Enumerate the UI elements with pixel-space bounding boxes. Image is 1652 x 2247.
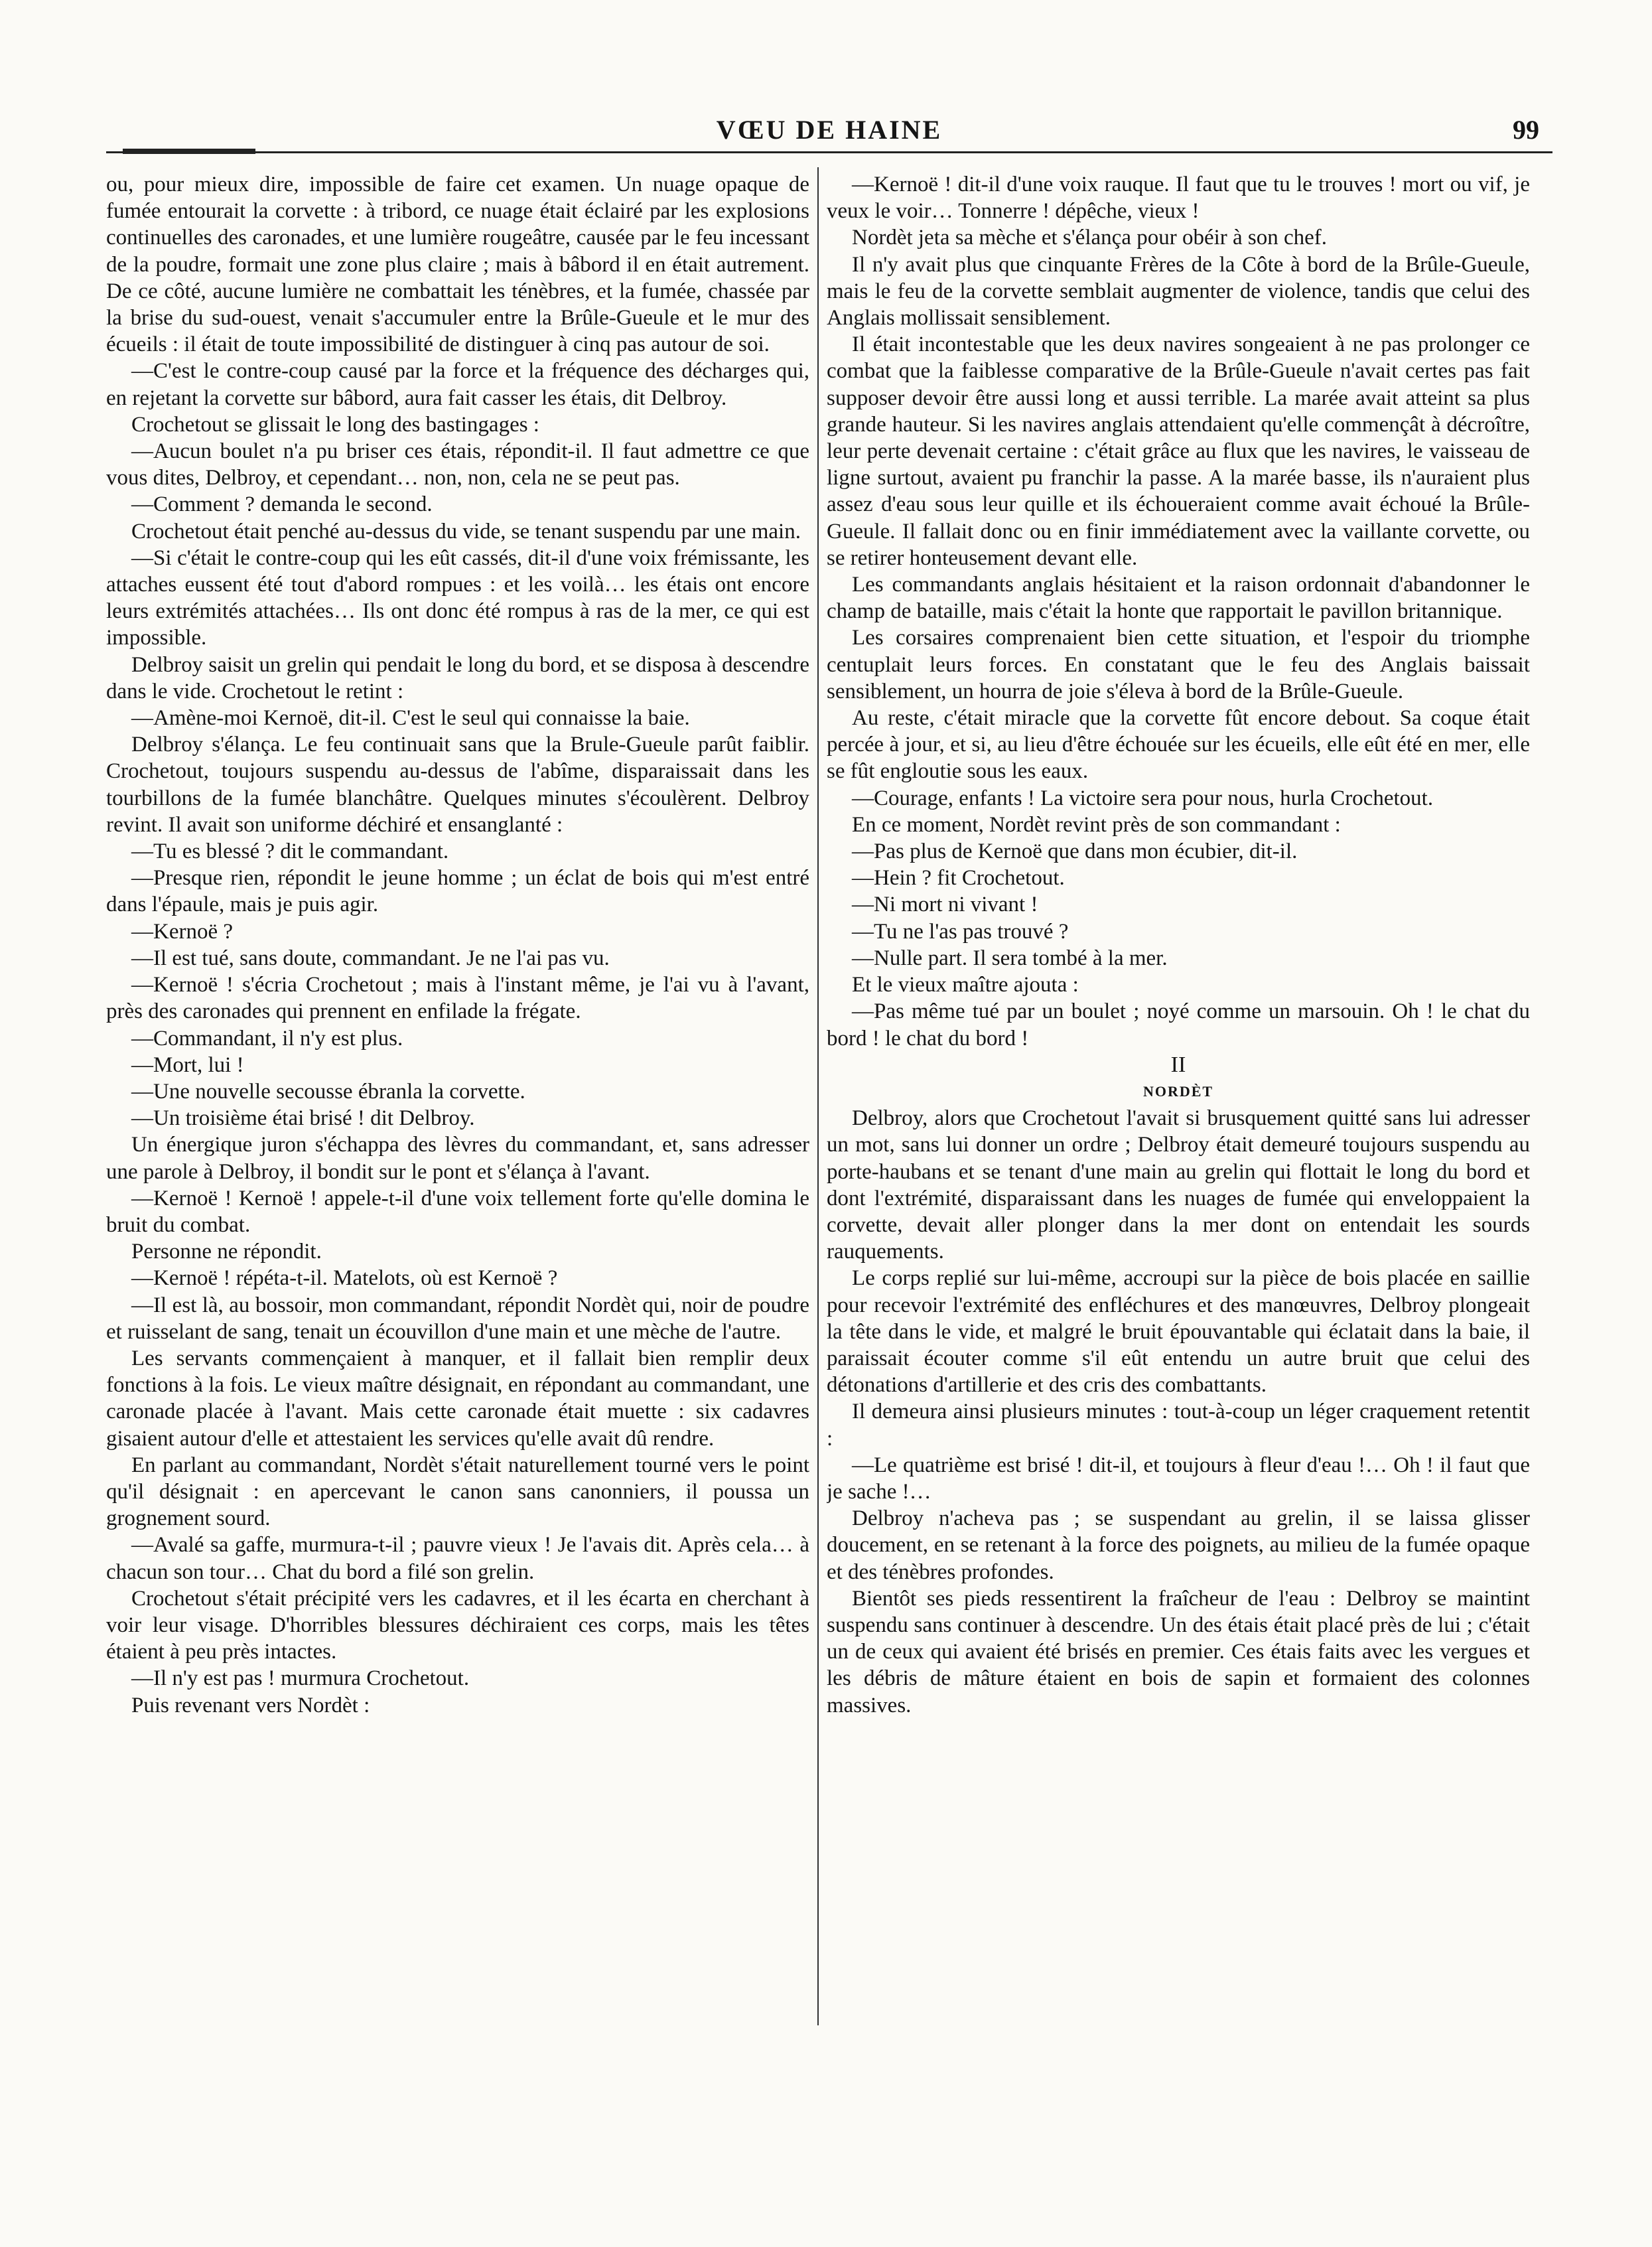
- paragraph: —Nulle part. Il sera tombé à la mer.: [852, 946, 1168, 970]
- paragraph: —Une nouvelle secousse ébranla la corvette.: [131, 1079, 525, 1104]
- paragraph: —C'est le contre-coup causé par la force et la fréquence des décharges qui, en rejetant la corvette sur bâbord, aura fait casser les étais, dit Delbroy.: [106, 359, 809, 410]
- paragraph: Delbroy saisit un grelin qui pendait le long du bord, et se disposa à descendre dans le vide. Crochetout le retint :: [106, 652, 809, 703]
- right-column-part-a: [827, 171, 1530, 1052]
- running-title: VŒU DE HAINE: [716, 115, 943, 145]
- paragraph: Crochetout s'était précipité vers les cadavres, et il les écarta en cherchant à voir leur visage. D'horribles blessures déchiraient ces corps, mais les têtes étaient à peu près intactes.: [106, 1586, 809, 1664]
- paragraph: —Kernoë ! Kernoë ! appele-t-il d'une voix tellement forte qu'elle domina le bruit du combat.: [106, 1186, 809, 1237]
- paragraph: En ce moment, Nordèt revint près de son commandant :: [852, 812, 1341, 837]
- paragraph: —Mort, lui !: [131, 1052, 244, 1077]
- paragraph: —Ni mort ni vivant !: [852, 893, 1038, 917]
- paragraph: —Il est tué, sans doute, commandant. Je ne l'ai pas vu.: [131, 946, 610, 970]
- paragraph: —Commandant, il n'y est plus.: [131, 1026, 403, 1051]
- paragraph: Puis revenant vers Nordèt :: [131, 1693, 370, 1717]
- section-number: II: [1170, 1052, 1186, 1077]
- column-separator: [817, 167, 819, 2025]
- paragraph: Les commandants anglais hésitaient et la raison ordonnait d'abandonner le champ de bataille, mais c'était la honte que rapportait le pavillon britannique.: [827, 573, 1530, 624]
- paragraph: En parlant au commandant, Nordèt s'était naturellement tourné vers le point qu'il désignait : en apercevant le canon sans canonniers, il poussa un grognement sourd.: [106, 1453, 809, 1531]
- paragraph: —Kernoë ! s'écria Crochetout ; mais à l'instant même, je l'ai vu à l'avant, près des caronades qui prennent en enfilade la frégate.: [106, 973, 809, 1024]
- paragraph: Crochetout était penché au-dessus du vide, se tenant suspendu par une main.: [131, 519, 801, 544]
- paragraph: Nordèt jeta sa mèche et s'élança pour obéir à son chef.: [852, 226, 1328, 250]
- paragraph: —Il est là, au bossoir, mon commandant, répondit Nordèt qui, noir de poudre et ruisselant de sang, tenait un écouvillon d'une main et une mèche de l'autre.: [106, 1293, 809, 1344]
- paragraph: —Il n'y est pas ! murmura Crochetout.: [131, 1666, 470, 1691]
- paragraph: Les corsaires comprenaient bien cette situation, et l'espoir du triomphe centuplait leurs forces. En constatant que le feu des Anglais baissait sensiblement, un hourra de joie s'éleva à bord de la Brûle-Gueule.: [827, 626, 1530, 703]
- paragraph: Les servants commençaient à manquer, et il fallait bien remplir deux fonctions à la fois. Le vieux maître désignait, en répondant au commandant, une caronade placée à l'avant. Mais cette caronade était muette : six cadavres gisaient autour d'elle et attestaient les services qu'elle avait dû rendre.: [106, 1346, 809, 1451]
- paragraph: Delbroy s'élança. Le feu continuait sans que la Brule-Gueule parût faiblir. Crochetout, toujours suspendu au-dessus de l'abîme, disparaissait dans les tourbillons de la fumée blanchâtre. Quelques minutes s'écoulèrent. Delbroy revint. Il avait son uniforme déchiré et ensanglanté :: [106, 733, 809, 837]
- paragraph: —Hein ? fit Crochetout.: [852, 866, 1065, 891]
- paragraph: —Un troisième étai brisé ! dit Delbroy.: [131, 1106, 475, 1131]
- paragraph: —Kernoë ! dit-il d'une voix rauque. Il faut que tu le trouves ! mort ou vif, je veux le voir… Tonnerre ! dépêche, vieux !: [827, 173, 1530, 224]
- paragraph: Bientôt ses pieds ressentirent la fraîcheur de l'eau : Delbroy se maintint suspendu sans continuer à descendre. Un des étais était placé près de lui ; c'était un de ceux qui avaient été brisés en premier. Ces étais faits avec les vergues et les débris de mâture étaient en bois de sapin et formaient des colonnes massives.: [827, 1586, 1530, 1717]
- paragraph: —Pas même tué par un boulet ; noyé comme un marsouin. Oh ! le chat du bord ! le chat du bord !: [827, 999, 1530, 1051]
- paragraph: Et le vieux maître ajouta :: [852, 973, 1079, 997]
- right-column: [827, 171, 1530, 2202]
- running-header: [106, 114, 1552, 154]
- paragraph: —Pas plus de Kernoë que dans mon écubier, dit-il.: [852, 839, 1298, 864]
- left-column: [106, 171, 809, 2202]
- paragraph: —Kernoë ! répéta-t-il. Matelots, où est Kernoë ?: [131, 1266, 558, 1291]
- paragraph: —Presque rien, répondit le jeune homme ; un éclat de bois qui m'est entré dans l'épaule, mais je puis agir.: [106, 866, 809, 917]
- paragraph: Crochetout se glissait le long des bastingages :: [131, 412, 539, 437]
- paragraph: Le corps replié sur lui-même, accroupi sur la pièce de bois placée en saillie pour recevoir l'extrémité des enfléchures et des manœuvres, Delbroy plongeait la tête dans le vide, et malgré le bruit épouvantable qui éclatait dans la baie, il paraissait écouter comme s'il eût entendu un autre bruit que celui des détonations d'artillerie et des cris des combattants.: [827, 1266, 1530, 1398]
- paragraph: —Amène-moi Kernoë, dit-il. C'est le seul qui connaisse la baie.: [131, 706, 690, 731]
- paragraph: —Comment ? demanda le second.: [131, 492, 433, 517]
- right-column-part-b: [827, 1105, 1530, 1719]
- paragraph: Delbroy, alors que Crochetout l'avait si brusquement quitté sans lui adresser un mot, sans lui donner un ordre ; Delbroy était demeuré toujours suspendu au porte-haubans et se tenant d'une main au grelin qui flottait le long du bord et dont l'extrémité, disparaissant dans les nuages de fumée qui enveloppaient la corvette, devait aller plonger dans la mer dont on entendait les sourds rauquements.: [827, 1106, 1530, 1264]
- paragraph: —Tu es blessé ? dit le commandant.: [131, 839, 449, 864]
- paragraph: Il demeura ainsi plusieurs minutes : tout-à-coup un léger craquement retentit :: [827, 1400, 1530, 1451]
- paragraph: Au reste, c'était miracle que la corvette fût encore debout. Sa coque était percée à jour, et si, au lieu d'être échouée sur les écueils, elle eût été en mer, elle se fût engloutie sous les eaux.: [827, 706, 1530, 784]
- paragraph: Il n'y avait plus que cinquante Frères de la Côte à bord de la Brûle-Gueule, mais le feu de la corvette semblait augmenter de violence, tandis que celui des Anglais mollissait sensiblement.: [827, 252, 1530, 330]
- header-rule-accent: [123, 149, 255, 154]
- header-rule: [106, 151, 1552, 153]
- paragraph: ou, pour mieux dire, impossible de faire cet examen. Un nuage opaque de fumée entourait la corvette : à tribord, ce nuage était éclairé par les explosions continuelles des caronades, et une lumière rougeâtre, causée par le feu incessant de la poudre, formait une zone plus claire ; mais à bâbord il en était autrement. De ce côté, aucune lumière ne combattait les ténèbres, et la fumée, chassée par la brise du sud-ouest, venait s'accumuler entre la Brûle-Gueule et le mur des écueils : il était de toute impossibilité de distinguer à cinq pas autour de soi.: [106, 173, 809, 357]
- page-number: 99: [1513, 115, 1539, 145]
- paragraph: Un énergique juron s'échappa des lèvres du commandant, et, sans adresser une parole à Delbroy, il bondit sur le pont et s'élança à l'avant.: [106, 1133, 809, 1184]
- paragraph: Delbroy n'acheva pas ; se suspendant au grelin, il se laissa glisser doucement, en se retenant à la force des poignets, au milieu de la fumée opaque et des ténèbres profondes.: [827, 1506, 1530, 1584]
- paragraph: —Aucun boulet n'a pu briser ces étais, répondit-il. Il faut admettre ce que vous dites, Delbroy, et cependant… non, non, cela ne se peut pas.: [106, 439, 809, 490]
- paragraph: —Tu ne l'as pas trouvé ?: [852, 919, 1069, 944]
- paragraph: —Courage, enfants ! La victoire sera pour nous, hurla Crochetout.: [852, 786, 1434, 810]
- section-title: NORDÈT: [1142, 1082, 1214, 1100]
- paragraph: Personne ne répondit.: [131, 1240, 322, 1264]
- paragraph: —Le quatrième est brisé ! dit-il, et toujours à fleur d'eau !… Oh ! il faut que je sache !…: [827, 1453, 1530, 1504]
- paragraph: —Kernoë ?: [131, 919, 234, 944]
- paragraph: —Si c'était le contre-coup qui les eût cassés, dit-il d'une voix frémissante, les attaches eussent été tout d'abord rompues : et les voilà… les étais ont encore leurs extrémités attachées… Ils ont donc été rompus à ras de la mer, ce qui est impossible.: [106, 545, 809, 650]
- paragraph: Il était incontestable que les deux navires songeaient à ne pas prolonger ce combat que la faiblesse comparative de la Brûle-Gueule n'avait certes pas fait supposer devoir être aussi long et aussi terrible. La marée avait atteint sa plus grande hauteur. Si les navires anglais attendaient qu'elle commençât à décroître, leur perte devenait certaine : c'était grâce au flux que les navires, le vaisseau de ligne surtout, avaient pu franchir la passe. A la marée basse, ils n'auraient plus assez d'eau sous leur quille et ils échoueraient comme avait échoué la Brûle-Gueule. Il fallait donc ou en finir immédiatement avec la vaillante corvette, ou se retirer honteusement devant elle.: [827, 332, 1530, 570]
- paragraph: —Avalé sa gaffe, murmura-t-il ; pauvre vieux ! Je l'avais dit. Après cela… à chacun son tour… Chat du bord a filé son grelin.: [106, 1533, 809, 1584]
